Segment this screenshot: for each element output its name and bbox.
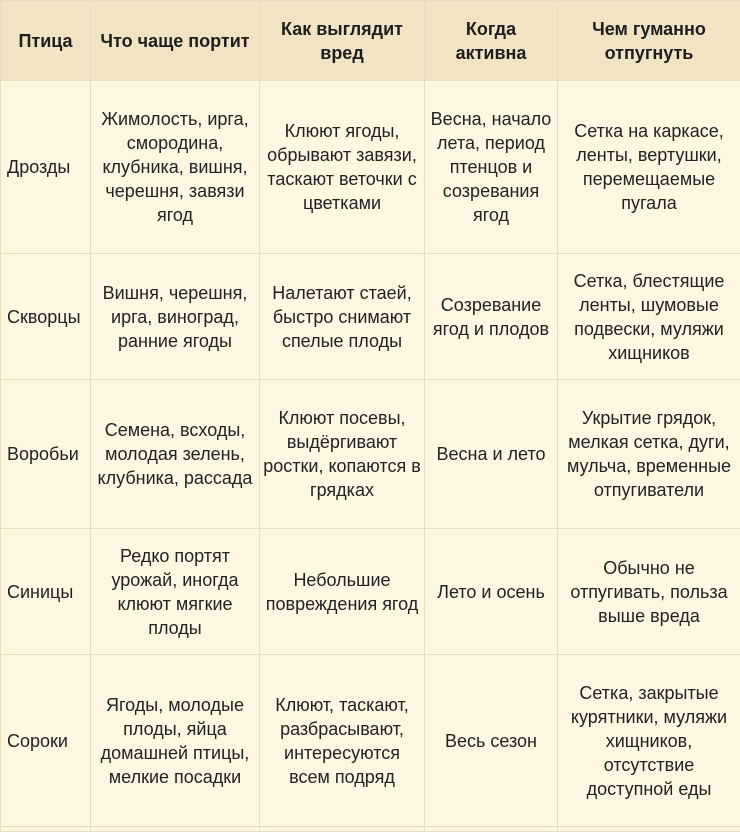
- empty-cell: [91, 827, 260, 832]
- header-repel: Чем гуманно отпугнуть: [558, 1, 740, 81]
- harm-cell: Небольшие повреждения ягод: [260, 529, 425, 655]
- bird-name-cell: Синицы: [1, 529, 91, 655]
- empty-cell: [260, 827, 425, 832]
- table-row-partial: [1, 827, 740, 832]
- active-cell: Весь сезон: [425, 655, 558, 827]
- header-row: [1, 1, 740, 81]
- harm-cell: Клюют, таскают, разбрасывают, интересуются всем подряд: [260, 655, 425, 827]
- empty-cell: [425, 827, 558, 832]
- header-damages: Что чаще портит: [91, 1, 260, 81]
- header-harm: Как выглядит вред: [260, 1, 425, 81]
- table-body: [1, 81, 740, 832]
- bird-name-cell: Сороки: [1, 655, 91, 827]
- harm-cell: Клюют посевы, выдёргивают ростки, копаются в грядках: [260, 380, 425, 529]
- repel-cell: Укрытие грядок, мелкая сетка, дуги, мульча, временные отпугиватели: [558, 380, 740, 529]
- bird-name-cell: Скворцы: [1, 254, 91, 380]
- header-bird: Птица: [1, 1, 91, 81]
- repel-cell: Обычно не отпугивать, польза выше вреда: [558, 529, 740, 655]
- header-active: Когда активна: [425, 1, 558, 81]
- damages-cell: Семена, всходы, молодая зелень, клубника, рассада: [91, 380, 260, 529]
- table-row: [1, 380, 740, 529]
- active-cell: Созревание ягод и плодов: [425, 254, 558, 380]
- harm-cell: Налетают стаей, быстро снимают спелые плоды: [260, 254, 425, 380]
- harm-cell: Клюют ягоды, обрывают завязи, таскают веточки с цветками: [260, 81, 425, 254]
- table-row: [1, 81, 740, 254]
- active-cell: Лето и осень: [425, 529, 558, 655]
- empty-cell: [558, 827, 740, 832]
- bird-name-cell: Воробьи: [1, 380, 91, 529]
- repel-cell: Сетка на каркасе, ленты, вертушки, перемещаемые пугала: [558, 81, 740, 254]
- table-row: [1, 254, 740, 380]
- empty-cell: [1, 827, 91, 832]
- damages-cell: Редко портят урожай, иногда клюют мягкие плоды: [91, 529, 260, 655]
- bird-name-cell: Дрозды: [1, 81, 91, 254]
- damages-cell: Жимолость, ирга, смородина, клубника, вишня, черешня, завязи ягод: [91, 81, 260, 254]
- table-row: [1, 529, 740, 655]
- table-row: [1, 655, 740, 827]
- damages-cell: Ягоды, молодые плоды, яйца домашней птицы, мелкие посадки: [91, 655, 260, 827]
- table-header: [1, 1, 740, 81]
- active-cell: Весна, начало лета, период птенцов и созревания ягод: [425, 81, 558, 254]
- repel-cell: Сетка, блестящие ленты, шумовые подвески, муляжи хищников: [558, 254, 740, 380]
- repel-cell: Сетка, закрытые курятники, муляжи хищников, отсутствие доступной еды: [558, 655, 740, 827]
- damages-cell: Вишня, черешня, ирга, виноград, ранние ягоды: [91, 254, 260, 380]
- active-cell: Весна и лето: [425, 380, 558, 529]
